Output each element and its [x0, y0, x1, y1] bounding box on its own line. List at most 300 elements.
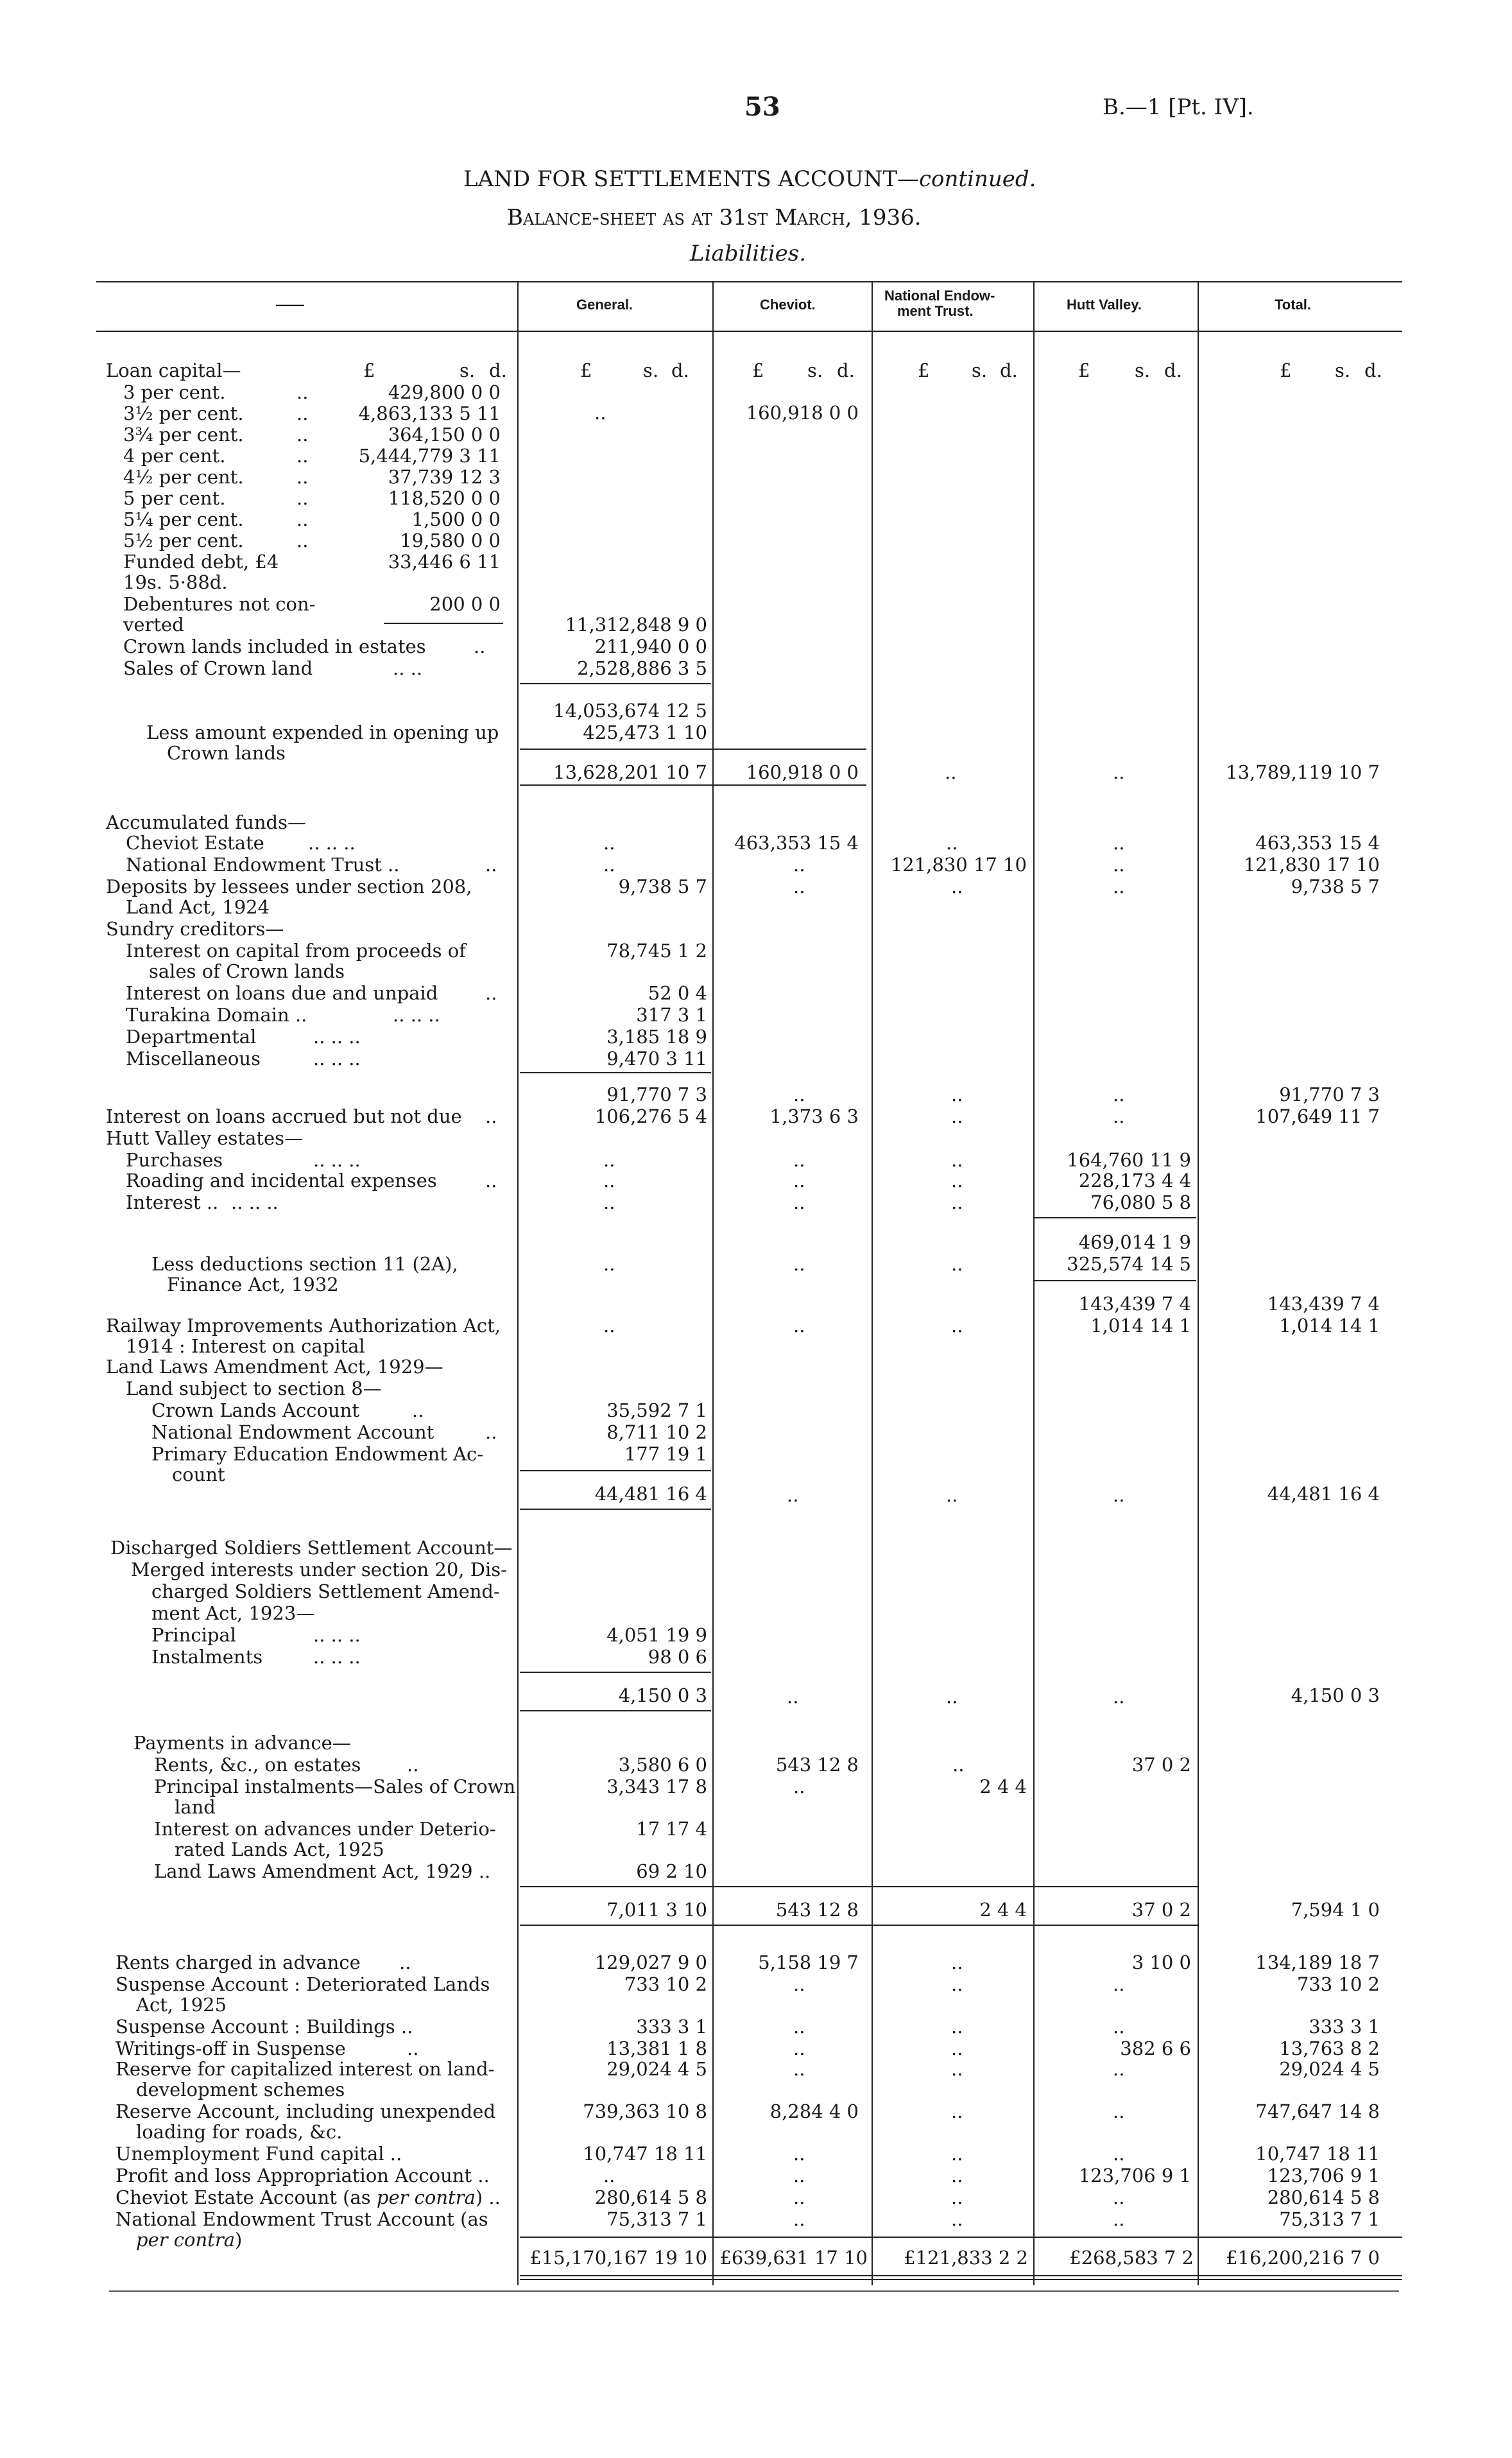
- leader-dots: ..: [296, 381, 309, 403]
- leader-dots: ..: [1113, 1105, 1125, 1127]
- leader-dots: ..: [952, 1754, 965, 1776]
- payments-principal-net: 2 4 4: [979, 1776, 1027, 1797]
- leader-dots: ..: [296, 402, 309, 424]
- cheviot-estate-label: Cheviot Estate: [126, 832, 264, 854]
- suspense-deteriorated-label: Act, 1925: [136, 1994, 227, 2016]
- loan-capital-heading: Loan capital—: [106, 359, 241, 381]
- subtotal-rule: [520, 1072, 711, 1073]
- payments-sum-net: 2 4 4: [979, 1899, 1027, 1921]
- table-bottom-rule: [109, 2290, 1399, 2292]
- leader-dots: ..: [951, 1149, 963, 1171]
- hutt-roading-value: 228,173 4 4: [1078, 1170, 1191, 1191]
- leader-dots: ..: [1113, 876, 1125, 897]
- leader-dots: .. .. ..: [313, 1149, 361, 1171]
- reserve-account-cheviot: 8,284 4 0: [769, 2100, 859, 2122]
- unemployment-fund-general: 10,747 18 11: [583, 2143, 707, 2165]
- leader-dots: ..: [1113, 2016, 1125, 2038]
- leader-dots: ..: [951, 1952, 963, 1973]
- reserve-account-general: 739,363 10 8: [583, 2100, 707, 2122]
- leader-dots: ..: [951, 876, 963, 897]
- leader-dots: .. .. ..: [308, 832, 356, 854]
- payments-rents-general: 3,580 6 0: [618, 1754, 707, 1776]
- llaa-heading: Land Laws Amendment Act, 1929—: [106, 1356, 443, 1378]
- leader-dots: ..: [946, 1686, 958, 1708]
- leader-dots: ..: [951, 2038, 963, 2059]
- crown-lands-label: Crown lands included in estates: [123, 636, 426, 657]
- leader-dots: ..: [951, 2143, 963, 2165]
- sundry-item-label: Turakina Domain ..: [126, 1004, 307, 1026]
- net-trust-label: National Endowment Trust ..: [126, 854, 400, 876]
- rents-advance-hutt: 3 10 0: [1131, 1952, 1191, 1973]
- leader-dots: ..: [793, 876, 805, 897]
- sundry-item-value: 78,745 1 2: [606, 940, 707, 962]
- column-header-net: National Endow-: [884, 288, 995, 304]
- leader-dots: ..: [1113, 854, 1125, 876]
- llaa-item-label: Primary Education Endowment Ac-: [151, 1443, 484, 1465]
- suspense-deteriorated-label: Suspense Account : Deteriorated Lands: [116, 1973, 490, 1995]
- leader-dots: ..: [793, 1973, 805, 1995]
- column-header-blank: ——: [276, 297, 304, 313]
- leader-dots: ..: [474, 636, 486, 657]
- pence-mark: d.: [1364, 359, 1382, 381]
- net-account-label: per contra): [136, 2229, 243, 2251]
- sales-crown-label: Sales of Crown land: [123, 657, 313, 679]
- sales-crown-value: 2,528,886 3 5: [577, 657, 707, 679]
- writings-off-hutt: 382 6 6: [1120, 2038, 1191, 2059]
- grand-total-cheviot: £639,631 17 10: [719, 2247, 868, 2269]
- hutt-net-value: 143,439 7 4: [1078, 1293, 1191, 1315]
- less-expended-value: 425,473 1 10: [583, 722, 707, 743]
- leader-dots: ..: [951, 1084, 963, 1105]
- crown-net-general: 13,628,201 10 7: [553, 761, 707, 783]
- pence-mark: d.: [489, 359, 507, 381]
- rents-advance-cheviot: 5,158 19 7: [758, 1952, 859, 1973]
- pound-mark: £: [918, 359, 930, 381]
- payments-heading: Payments in advance—: [133, 1732, 351, 1754]
- suspense-buildings-total: 333 3 1: [1309, 2016, 1380, 2038]
- loan-item-label: verted: [123, 614, 184, 636]
- shilling-mark: s.: [972, 359, 988, 381]
- payments-principal-label: land: [175, 1796, 216, 1818]
- leader-dots: ..: [793, 2143, 805, 2165]
- loan-item-label: 19s. 5·88d.: [123, 571, 228, 593]
- leader-dots: .. .. ..: [231, 1191, 279, 1213]
- reserve-account-label: Reserve Account, including unexpended: [116, 2100, 496, 2122]
- total-double-rule: [520, 2275, 1402, 2276]
- loan-item-label: 5½ per cent.: [123, 530, 244, 551]
- leader-dots: ..: [793, 2208, 805, 2230]
- leader-dots: ..: [951, 1253, 963, 1275]
- sundry-total: 91,770 7 3: [1279, 1084, 1380, 1105]
- leader-dots: ..: [793, 1315, 805, 1337]
- net-trust-total: 121,830 17 10: [1243, 854, 1380, 876]
- llaa-item-label: count: [172, 1464, 225, 1485]
- grand-total-hutt: £268,583 7 2: [1069, 2247, 1194, 2269]
- hutt-estates-heading: Hutt Valley estates—: [106, 1127, 304, 1149]
- column-header-cheviot: Cheviot.: [760, 297, 816, 313]
- dssa-heading: Discharged Soldiers Settlement Account—: [110, 1537, 513, 1559]
- leader-dots: .. .. ..: [313, 1048, 361, 1069]
- railway-total-value: 1,014 14 1: [1279, 1315, 1380, 1337]
- document-reference: B.—1 [Pt. IV].: [1103, 94, 1254, 120]
- section-title: Liabilities.: [690, 241, 807, 266]
- dssa-subheading: ment Act, 1923—: [151, 1602, 315, 1624]
- subtotal-rule: [520, 1925, 1198, 1926]
- dssa-subheading: Merged interests under section 20, Dis-: [131, 1559, 507, 1580]
- rents-advance-label: Rents charged in advance: [116, 1952, 361, 1973]
- subtotal-rule: [520, 749, 866, 750]
- writings-off-total: 13,763 8 2: [1279, 2038, 1380, 2059]
- leader-dots: ..: [946, 1484, 958, 1506]
- hutt-total-value: 143,439 7 4: [1267, 1293, 1380, 1315]
- page-subtitle: Balance-sheet as at 31st March, 1936.: [507, 205, 922, 230]
- llaa-sum-value: 44,481 16 4: [594, 1483, 707, 1505]
- payments-sum-hutt: 37 0 2: [1131, 1899, 1191, 1921]
- sundry-item-label: Miscellaneous: [126, 1048, 261, 1069]
- leader-dots: ..: [603, 854, 615, 876]
- subtotal-rule: [520, 1672, 711, 1673]
- leader-dots: ..: [951, 1105, 963, 1127]
- leader-dots: .. .. ..: [393, 1004, 440, 1026]
- leader-dots: ..: [296, 530, 309, 551]
- leader-dots: ..: [603, 1149, 615, 1171]
- table-header-rule: [96, 331, 1402, 332]
- subtotal-rule: [520, 1470, 711, 1471]
- payments-llaa-label: Land Laws Amendment Act, 1929 ..: [154, 1860, 491, 1882]
- grand-total-general: £15,170,167 19 10: [529, 2247, 707, 2269]
- pence-mark: d.: [837, 359, 855, 381]
- leader-dots: ..: [407, 1754, 419, 1776]
- loan-item-label: 3¾ per cent.: [123, 424, 244, 446]
- column-divider: [712, 282, 714, 2285]
- suspense-buildings-label: Suspense Account : Buildings ..: [116, 2016, 413, 2038]
- leader-dots: ..: [485, 982, 497, 1004]
- leader-dots: ..: [793, 1253, 805, 1275]
- dssa-item-label: Instalments: [151, 1646, 263, 1668]
- llaa-item-value: 35,592 7 1: [606, 1399, 707, 1421]
- sundry-item-value: 52 0 4: [648, 982, 707, 1004]
- total-double-rule: [520, 2279, 1402, 2280]
- reserve-capitalized-label: development schemes: [136, 2079, 345, 2100]
- cheviot-account-label: Cheviot Estate Account (as per contra) ..: [116, 2186, 501, 2208]
- rents-advance-total: 134,189 18 7: [1255, 1952, 1380, 1973]
- loan-item-label: 5¼ per cent.: [123, 508, 244, 530]
- leader-dots: ..: [793, 1149, 805, 1171]
- shilling-mark: s.: [1135, 359, 1151, 381]
- cheviot-account-general: 280,614 5 8: [594, 2186, 707, 2208]
- crown-lands-value: 211,940 0 0: [594, 636, 707, 657]
- pence-mark: d.: [1164, 359, 1182, 381]
- leader-dots: ..: [1113, 2100, 1125, 2122]
- sundry-item-label: Interest on loans due and unpaid: [126, 982, 438, 1004]
- leader-dots: ..: [485, 1170, 497, 1191]
- payments-interest-general: 17 17 4: [636, 1818, 707, 1840]
- leader-dots: ..: [787, 1686, 799, 1708]
- grand-total-net: £121,833 2 2: [904, 2247, 1028, 2269]
- payments-interest-label: Interest on advances under Deterio-: [154, 1818, 496, 1840]
- leader-dots: ..: [1113, 2208, 1125, 2230]
- leader-dots: ..: [1113, 1686, 1125, 1708]
- suspense-buildings-general: 333 3 1: [636, 2016, 707, 2038]
- accumulated-funds-heading: Accumulated funds—: [106, 811, 306, 833]
- net-account-total: 75,313 7 1: [1279, 2208, 1380, 2230]
- page-title: LAND FOR SETTLEMENTS ACCOUNT—continued.: [463, 166, 1036, 192]
- suspense-deteriorated-total: 733 10 2: [1296, 1973, 1380, 1995]
- pence-mark: d.: [671, 359, 689, 381]
- column-divider: [1033, 282, 1035, 2285]
- leader-dots: ..: [946, 832, 958, 854]
- sundry-item-label: Interest on capital from proceeds of: [126, 940, 466, 962]
- dssa-total-value: 4,150 0 3: [1291, 1684, 1380, 1706]
- reserve-capitalized-label: Reserve for capitalized interest on land-: [116, 2058, 495, 2080]
- deposits-total: 9,738 5 7: [1291, 876, 1380, 897]
- pound-mark: £: [363, 359, 375, 381]
- profit-loss-total: 123,706 9 1: [1267, 2165, 1380, 2186]
- leader-dots: ..: [951, 2016, 963, 2038]
- leader-dots: ..: [399, 1952, 411, 1973]
- leader-dots: ..: [951, 2100, 963, 2122]
- loan-item-value: 429,800 0 0: [388, 381, 501, 403]
- leader-dots: ..: [485, 854, 497, 876]
- loan-item-label: 3 per cent.: [123, 381, 226, 403]
- payments-sum-general: 7,011 3 10: [606, 1899, 707, 1921]
- leader-dots: ..: [793, 2165, 805, 2186]
- crown-net-cheviot: 160,918 0 0: [746, 761, 859, 783]
- loan-item-value: 4,863,133 5 11: [358, 402, 501, 424]
- interest-accrued-general: 106,276 5 4: [594, 1105, 707, 1127]
- leader-dots: ..: [296, 508, 309, 530]
- llaa-item-value: 8,711 10 2: [606, 1421, 707, 1443]
- shilling-mark: s.: [460, 359, 476, 381]
- leader-dots: ..: [407, 2038, 419, 2059]
- sundry-item-value: 9,470 3 11: [606, 1048, 707, 1069]
- leader-dots: ..: [296, 466, 309, 488]
- leader-dots: ..: [793, 1170, 805, 1191]
- leader-dots: ..: [951, 1973, 963, 1995]
- table-top-rule: [96, 281, 1402, 282]
- leader-dots: ..: [951, 1191, 963, 1213]
- leader-dots: .. ..: [393, 657, 423, 679]
- subtotal-rule: [384, 623, 503, 624]
- llaa-item-label: National Endowment Account: [151, 1421, 434, 1443]
- leader-dots: ..: [793, 2058, 805, 2080]
- llaa-item-value: 177 19 1: [624, 1443, 707, 1465]
- loan-item-value: 364,150 0 0: [388, 424, 501, 446]
- pound-mark: £: [752, 359, 764, 381]
- less-expended-label: Crown lands: [167, 742, 286, 764]
- pound-mark: £: [1280, 359, 1292, 381]
- deposits-label: Deposits by lessees under section 208,: [106, 876, 472, 897]
- dssa-item-value: 4,051 19 9: [606, 1624, 707, 1646]
- payments-principal-label: Principal instalments—Sales of Crown: [154, 1776, 516, 1797]
- crown-total-value: 13,789,119 10 7: [1226, 761, 1380, 783]
- subtotal-rule: [520, 1710, 711, 1711]
- leader-dots: ..: [603, 1253, 615, 1275]
- payments-rents-hutt: 37 0 2: [1131, 1754, 1191, 1776]
- leader-dots: ..: [1113, 761, 1125, 783]
- leader-dots: ..: [603, 1191, 615, 1213]
- leader-dots: ..: [1113, 1084, 1125, 1105]
- column-divider: [517, 282, 519, 2285]
- leader-dots: ..: [951, 2208, 963, 2230]
- hutt-purchases-label: Purchases: [126, 1149, 223, 1171]
- loan-item-value: 5,444,779 3 11: [358, 445, 501, 467]
- leader-dots: ..: [485, 1105, 497, 1127]
- leader-dots: ..: [296, 445, 309, 467]
- leader-dots: ..: [603, 2165, 615, 2186]
- payments-principal-general: 3,343 17 8: [606, 1776, 707, 1797]
- leader-dots: ..: [1113, 1973, 1125, 1995]
- leader-dots: ..: [603, 1315, 615, 1337]
- payments-rents-label: Rents, &c., on estates: [154, 1754, 361, 1776]
- crown-sum-value: 14,053,674 12 5: [553, 700, 707, 722]
- pence-mark: d.: [1000, 359, 1018, 381]
- leader-dots: ..: [793, 2186, 805, 2208]
- leader-dots: ..: [1113, 2186, 1125, 2208]
- shilling-mark: s.: [643, 359, 659, 381]
- subtotal-rule: [520, 784, 866, 786]
- llaa-subheading: Land subject to section 8—: [126, 1378, 382, 1399]
- sundry-item-value: 3,185 18 9: [606, 1026, 707, 1048]
- profit-loss-label: Profit and loss Appropriation Account ..: [116, 2165, 490, 2186]
- hutt-sum-value: 469,014 1 9: [1078, 1231, 1191, 1253]
- loan-item-label: Funded debt, £4: [123, 551, 279, 573]
- shilling-mark: s.: [807, 359, 823, 381]
- dssa-item-label: Principal: [151, 1624, 236, 1646]
- column-header-general: General.: [576, 297, 633, 313]
- column-header-net: ment Trust.: [897, 303, 974, 319]
- pound-mark: £: [1078, 359, 1090, 381]
- railway-label: 1914 : Interest on capital: [126, 1335, 365, 1357]
- leader-dots: ..: [793, 1776, 805, 1797]
- leader-dots: ..: [1113, 1484, 1125, 1506]
- loan-item-value: 37,739 12 3: [388, 466, 501, 488]
- column-header-hutt: Hutt Valley.: [1067, 297, 1142, 313]
- net-account-general: 75,313 7 1: [606, 2208, 707, 2230]
- loan-item-value: 33,446 6 11: [388, 551, 501, 573]
- column-divider: [1198, 282, 1199, 2285]
- hutt-purchases-value: 164,760 11 9: [1067, 1149, 1191, 1171]
- sundry-item-label: Departmental: [126, 1026, 257, 1048]
- railway-hutt-value: 1,014 14 1: [1090, 1315, 1191, 1337]
- leader-dots: ..: [1113, 832, 1125, 854]
- leader-dots: ..: [945, 761, 957, 783]
- cheviot-estate-total: 463,353 15 4: [1255, 832, 1380, 854]
- leader-dots: ..: [951, 1170, 963, 1191]
- loan-item-label: 5 per cent.: [123, 487, 226, 509]
- deposits-general: 9,738 5 7: [618, 876, 707, 897]
- shilling-mark: s.: [1335, 359, 1351, 381]
- subtotal-rule: [1035, 1217, 1196, 1218]
- leader-dots: ..: [951, 2165, 963, 2186]
- less-expended-label: Less amount expended in opening up: [146, 722, 499, 743]
- leader-dots: ..: [603, 1170, 615, 1191]
- cheviot-estate-cheviot: 463,353 15 4: [734, 832, 859, 854]
- leader-dots: ..: [787, 1484, 799, 1506]
- leader-dots: ..: [793, 854, 805, 876]
- leader-dots: ..: [412, 1399, 424, 1421]
- unemployment-fund-label: Unemployment Fund capital ..: [116, 2143, 402, 2165]
- profit-loss-hutt: 123,706 9 1: [1078, 2165, 1191, 2186]
- leader-dots: ..: [1113, 2143, 1125, 2165]
- leader-dots: ..: [951, 2186, 963, 2208]
- deposits-label: Land Act, 1924: [126, 896, 270, 918]
- interest-accrued-cheviot: 1,373 6 3: [769, 1105, 859, 1127]
- leader-dots: ..: [485, 1421, 497, 1443]
- leader-dots: ..: [296, 424, 309, 446]
- leader-dots: ..: [951, 1315, 963, 1337]
- total-rule: [520, 2237, 1402, 2238]
- loan-item-value: 200 0 0: [429, 593, 501, 615]
- leader-dots: .. .. ..: [313, 1026, 361, 1048]
- hutt-roading-label: Roading and incidental expenses: [126, 1170, 437, 1191]
- loan-item-value: 1,500 0 0: [411, 508, 501, 530]
- loan-general-value: 11,312,848 9 0: [565, 614, 707, 636]
- sundry-sum-general: 91,770 7 3: [606, 1084, 707, 1105]
- subtotal-rule: [1035, 1280, 1196, 1281]
- payments-sum-cheviot: 543 12 8: [775, 1899, 859, 1921]
- leader-dots: ..: [793, 1084, 805, 1105]
- leader-dots: ..: [1113, 2058, 1125, 2080]
- sundry-item-value: 317 3 1: [636, 1004, 707, 1026]
- interest-accrued-total: 107,649 11 7: [1255, 1105, 1380, 1127]
- pound-mark: £: [580, 359, 592, 381]
- leader-dots: ..: [793, 2038, 805, 2059]
- subtotal-rule: [520, 683, 711, 684]
- subtotal-rule: [520, 1509, 711, 1510]
- railway-label: Railway Improvements Authorization Act,: [106, 1315, 501, 1337]
- reserve-account-label: loading for roads, &c.: [136, 2121, 343, 2143]
- leader-dots: ..: [793, 1191, 805, 1213]
- cheviot-account-total: 280,614 5 8: [1267, 2186, 1380, 2208]
- leader-dots: ..: [296, 487, 309, 509]
- hutt-interest-value: 76,080 5 8: [1090, 1191, 1191, 1213]
- loan-item-label: Debentures not con-: [123, 593, 316, 615]
- writings-off-label: Writings-off in Suspense: [116, 2038, 346, 2059]
- dssa-item-value: 98 0 6: [648, 1646, 707, 1668]
- hutt-less-value: 325,574 14 5: [1067, 1253, 1191, 1275]
- unemployment-fund-total: 10,747 18 11: [1255, 2143, 1380, 2165]
- loan-item-label: 4½ per cent.: [123, 466, 244, 488]
- net-account-label: National Endowment Trust Account (as: [116, 2208, 488, 2230]
- hutt-interest-label: Interest ..: [126, 1191, 219, 1213]
- dssa-sum-value: 4,150 0 3: [618, 1684, 707, 1706]
- leader-dots: .. .. ..: [313, 1646, 361, 1668]
- rents-advance-general: 129,027 9 0: [594, 1952, 707, 1973]
- loan-cheviot-value: 160,918 0 0: [746, 402, 859, 424]
- dssa-subheading: charged Soldiers Settlement Amend-: [151, 1580, 500, 1602]
- hutt-less-label: Finance Act, 1932: [167, 1274, 339, 1295]
- loan-item-value: 118,520 0 0: [388, 487, 501, 509]
- column-divider: [872, 282, 873, 2285]
- interest-accrued-label: Interest on loans accrued but not due: [106, 1105, 462, 1127]
- reserve-capitalized-general: 29,024 4 5: [606, 2058, 707, 2080]
- leader-dots: ..: [951, 2058, 963, 2080]
- leader-dots: ..: [603, 832, 615, 854]
- suspense-deteriorated-general: 733 10 2: [624, 1973, 707, 1995]
- reserve-capitalized-total: 29,024 4 5: [1279, 2058, 1380, 2080]
- loan-item-label: 3½ per cent.: [123, 402, 244, 424]
- loan-item-label: 4 per cent.: [123, 445, 226, 467]
- payments-total-value: 7,594 1 0: [1291, 1899, 1380, 1921]
- payments-interest-label: rated Lands Act, 1925: [175, 1839, 384, 1860]
- llaa-item-label: Crown Lands Account: [151, 1399, 360, 1421]
- column-header-total: Total.: [1275, 297, 1312, 313]
- grand-total-value: £16,200,216 7 0: [1226, 2247, 1380, 2269]
- net-trust-net: 121,830 17 10: [890, 854, 1027, 876]
- hutt-less-label: Less deductions section 11 (2A),: [151, 1253, 458, 1275]
- payments-llaa-general: 69 2 10: [636, 1860, 707, 1882]
